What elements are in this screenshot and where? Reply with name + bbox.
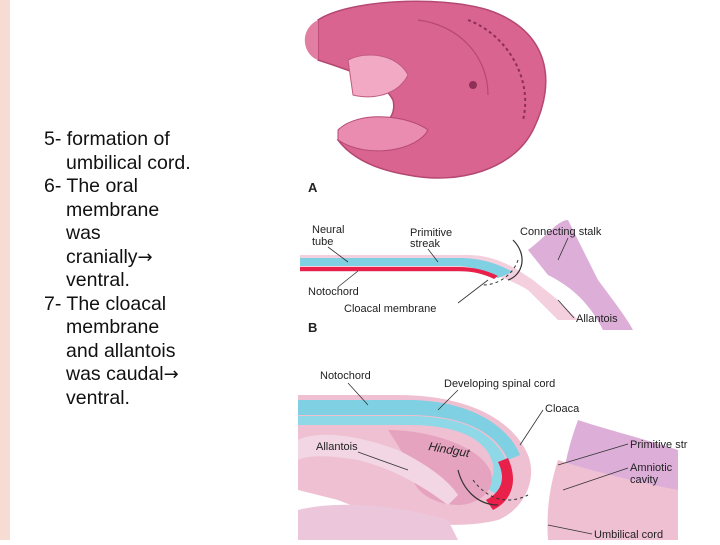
point-7-line-1: 7- The cloacal: [44, 292, 167, 315]
point-6-line-4: cranially→: [66, 245, 153, 268]
label-cloaca: Cloaca: [545, 403, 580, 415]
right-arrow-icon: →: [137, 246, 153, 268]
left-accent-bar: [0, 0, 10, 540]
point-7-line-2: membrane: [66, 316, 160, 338]
label-developing-spinal-cord: Developing spinal cord: [444, 378, 556, 390]
label-notochord-b: Notochord: [320, 370, 371, 382]
panel-b-letter: B: [308, 320, 318, 335]
point-6-line-2: membrane: [66, 198, 160, 221]
label-amniotic-cavity-2: cavity: [630, 474, 659, 486]
label-neural-tube-2: tube: [312, 236, 334, 248]
label-notochord-a: Notochord: [308, 286, 359, 298]
label-primitive-streak-2: streak: [410, 238, 440, 250]
embryo-figure: [258, 0, 720, 540]
label-primitive-streak-1: Primitive: [410, 227, 453, 239]
point-7-line-5: ventral.: [66, 386, 130, 409]
panel-a-letter: A: [308, 180, 318, 195]
point-7-line-4: was caudal→: [66, 363, 179, 385]
point-5-line-1: 5- formation of: [44, 128, 170, 150]
label-primitive-streak-b: Primitive str: [630, 439, 688, 451]
panel-b-diagram: [298, 395, 678, 540]
embryo-illustration: [298, 0, 720, 185]
label-allantois-b: Allantois: [316, 441, 358, 453]
label-hindgut: Hindgut: [427, 439, 471, 461]
right-arrow-icon: →: [163, 364, 179, 385]
point-6-line-1: 6- The oral: [44, 175, 138, 197]
label-connecting-stalk: Connecting stalk: [520, 226, 602, 238]
embryo-diagram: [258, 0, 720, 540]
label-amniotic-cavity-1: Amniotic: [630, 462, 673, 474]
label-allantois-a: Allantois: [576, 313, 618, 325]
point-5-line-2: umbilical cord.: [66, 151, 191, 174]
point-7-line-3: and allantois: [66, 339, 176, 362]
point-6-line-3: was: [66, 222, 101, 244]
bullet-text-block: [44, 128, 284, 410]
point-6-line-5: ventral.: [66, 269, 130, 291]
label-cloacal-membrane: Cloacal membrane: [344, 303, 437, 315]
label-neural-tube-1: Neural: [312, 224, 345, 236]
label-umbilical-cord: Umbilical cord: [594, 529, 664, 540]
